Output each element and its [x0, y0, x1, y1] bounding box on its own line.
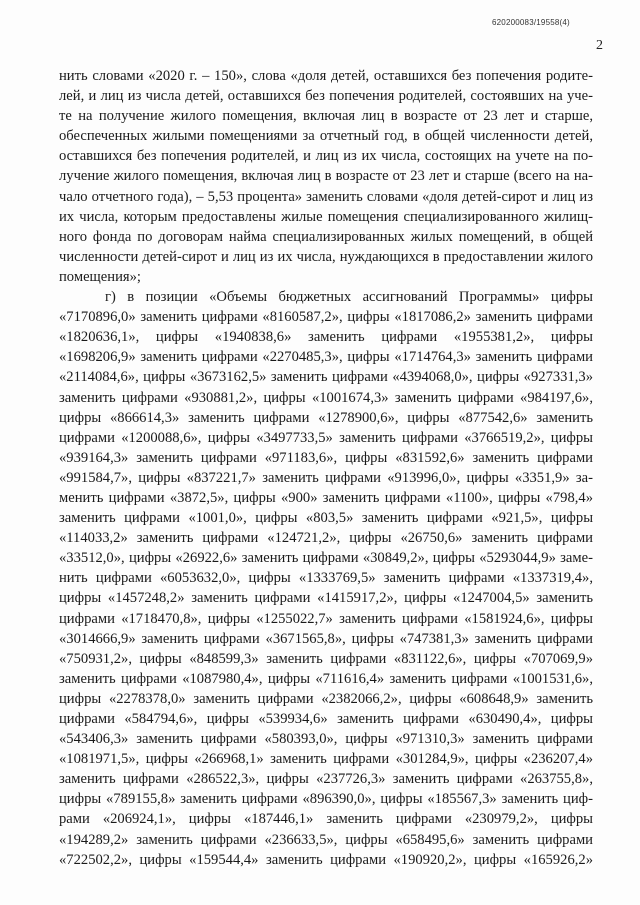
text-line: их числа, которым предоставлены жилые помещения специализированного жилищ- — [59, 208, 593, 225]
document-id: 620200083/19558(4) — [492, 18, 570, 27]
text-line: лей, и лиц из числа детей, оставшихся без попечения родителей, состоявших на уче- — [59, 88, 593, 105]
text-line: «33512,0», цифры «26922,6» заменить цифрами «30849,2», цифры «5293044,9» заме- — [59, 550, 593, 567]
text-line: г) в позиции «Объемы бюджетных ассигнований Программы» цифры — [105, 289, 593, 306]
text-line: заменить цифрами «930881,2», цифры «1001674,3» заменить цифрами «984197,6», — [59, 389, 593, 406]
text-line: заменить цифрами «286522,3», цифры «237726,3» заменить цифрами «263755,8», — [59, 771, 593, 788]
text-line: «543406,3» заменить цифрами «580393,0», цифры «971310,3» заменить цифрами — [59, 731, 593, 748]
text-line: «750931,2», цифры «848599,3» заменить цифрами «831122,6», цифры «707069,9» — [59, 650, 593, 667]
text-line: заменить цифрами «1087980,4», цифры «711616,4» заменить цифрами «1001531,6», — [59, 670, 593, 687]
text-line: цифрами «584794,6», цифры «539934,6» заменить цифрами «630490,4», цифры — [59, 711, 593, 727]
paragraph-amendment-text — [59, 66, 593, 287]
document-body — [59, 66, 593, 870]
text-line: цифры «2278378,0» заменить цифрами «2382066,2», цифры «608648,9» заменить — [59, 690, 593, 707]
text-line: нить цифрами «6053632,0», цифры «1333769,5» заменить цифрами «1337319,4», — [59, 570, 593, 587]
paragraph-budget-allocations — [59, 287, 593, 870]
text-line: «194289,2» заменить цифрами «236633,5», цифры «658495,6» заменить цифрами — [59, 831, 593, 848]
text-line: «114033,2» заменить цифрами «124721,2», цифры «26750,6» заменить цифрами — [59, 530, 593, 547]
text-line: цифрами «1718470,8», цифры «1255022,7» заменить цифрами «1581924,6», цифры — [59, 610, 593, 627]
text-line: нить словами «2020 г. – 150», слова «доля детей, оставшихся без попечения родите- — [59, 68, 593, 84]
text-line: цифры «866614,3» заменить цифрами «1278900,6», цифры «877542,6» заменить — [59, 409, 593, 426]
text-line: «722502,2», цифры «159544,4» заменить цифрами «190920,2», цифры «165926,2» — [59, 851, 593, 868]
text-line: «3014666,9» заменить цифрами «3671565,8», цифры «747381,3» заменить цифрами — [59, 630, 593, 647]
text-line: менить цифрами «3872,5», цифры «900» заменить цифрами «1100», цифры «798,4» — [59, 489, 593, 506]
text-line: «1081971,5», цифры «266968,1» заменить цифрами «301284,9», цифры «236207,4» — [59, 751, 593, 768]
text-line: «1820636,1», цифры «1940838,6» заменить цифрами «1955381,2», цифры — [59, 329, 593, 346]
text-line: «1698206,9» заменить цифрами «2270485,3», цифры «1714764,3» заменить цифрами — [59, 349, 593, 366]
text-line: помещения»; — [59, 268, 141, 285]
text-line: заменить цифрами «1001,0», цифры «803,5» заменить цифрами «921,5», цифры — [59, 510, 593, 527]
text-line: те на получение жилого помещения, включая лиц в возрасте от 23 лет и старше, — [59, 108, 593, 125]
text-line: обеспеченных жилыми помещениями за отчетный год, в общей численности детей, — [59, 128, 593, 145]
text-line: чало отчетного года), – 5,53 процента» заменить словами «доля детей-сирот и лиц из — [59, 188, 593, 205]
text-line: рами «206924,1», цифры «187446,1» заменить цифрами «230979,2», цифры — [59, 811, 593, 828]
text-line: «939164,3» заменить цифрами «971183,6», цифры «831592,6» заменить цифрами — [59, 449, 593, 466]
text-line: лучение жилого помещения, включая лиц в возрасте от 23 лет и старше (всего на на- — [59, 168, 593, 185]
text-line: цифры «789155,8» заменить цифрами «896390,0», цифры «185567,3» заменить циф- — [59, 791, 593, 808]
page-number: 2 — [596, 38, 603, 53]
text-line: ного фонда по договорам найма специализированных жилых помещений, в общей — [59, 228, 593, 245]
text-line: цифры «1457248,2» заменить цифрами «1415917,2», цифры «1247004,5» заменить — [59, 590, 593, 607]
text-line: «7170896,0» заменить цифрами «8160587,2», цифры «1817086,2» заменить цифрами — [59, 309, 593, 326]
text-line: цифрами «1200088,6», цифры «3497733,5» заменить цифрами «3766519,2», цифры — [59, 429, 593, 446]
text-line: «2114084,6», цифры «3673162,5» заменить цифрами «4394068,0», цифры «927331,3» — [59, 369, 593, 386]
text-line: численности детей-сирот и лиц из их числа, нуждающихся в предоставлении жилого — [59, 248, 593, 265]
text-line: оставшихся без попечения родителей, и лиц из их числа, состоящих на учете на по- — [59, 148, 593, 165]
text-line: «991584,7», цифры «837221,7» заменить цифрами «913996,0», цифры «3351,9» за- — [59, 469, 593, 486]
